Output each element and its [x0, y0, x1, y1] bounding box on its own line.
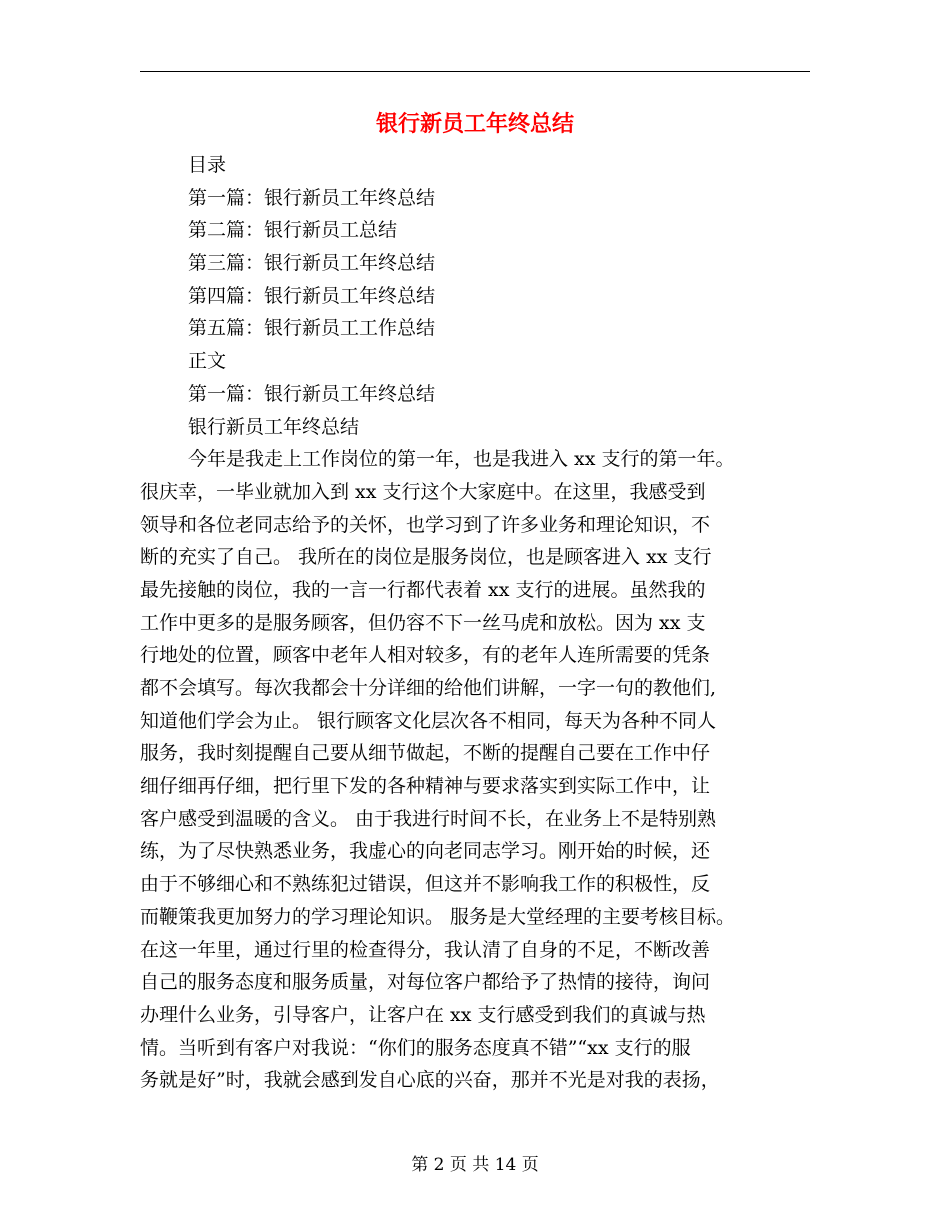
paragraph-line: 都不会填写。每次我都会十分详细的给他们讲解，一字一句的教他们,: [140, 677, 717, 699]
paragraph-line: 今年是我走上工作岗位的第一年，也是我进入 xx 支行的第一年。: [188, 448, 735, 471]
paragraph-line: 细仔细再仔细，把行里下发的各种精神与要求落实到实际工作中，让: [140, 775, 711, 798]
paragraph-line: 自己的服务态度和服务质量，对每位客户都给予了热情的接待，询问: [140, 971, 711, 994]
paragraph-line: 行地处的位置，顾客中老年人相对较多，有的老年人连所需要的凭条: [140, 644, 711, 667]
paragraph-line: 最先接触的岗位，我的一言一行都代表着 xx 支行的进展。虽然我的: [140, 578, 706, 601]
paragraph-line: 办理什么业务，引导客户，让客户在 xx 支行感受到我们的真诚与热: [140, 1003, 706, 1026]
document-body: [140, 149, 810, 1097]
body-heading: 正文: [188, 350, 227, 373]
section-heading: 第一篇：银行新员工年终总结: [188, 382, 436, 405]
paragraph-line: 知道他们学会为止。 银行顾客文化层次各不相同，每天为各种不同人: [140, 709, 717, 732]
paragraph-line: 在这一年里，通过行里的检查得分，我认清了自身的不足，不断改善: [140, 938, 711, 961]
paragraph-line: 领导和各位老同志给予的关怀，也学习到了许多业务和理论知识，不: [140, 513, 711, 536]
paragraph-line: 练，为了尽快熟悉业务，我虚心的向老同志学习。刚开始的时候，还: [140, 840, 711, 863]
toc-item: 第三篇：银行新员工年终总结: [188, 252, 436, 275]
document-title: 银行新员工年终总结: [375, 112, 574, 137]
paragraph-line: 务就是好”时，我就会感到发自心底的兴奋，那并不光是对我的表扬，: [140, 1069, 720, 1092]
paragraph-line: 很庆幸，一毕业就加入到 xx 支行这个大家庭中。在这里，我感受到: [140, 480, 706, 503]
paragraph-line: 服务，我时刻提醒自己要从细节做起，不断的提醒自己要在工作中仔: [140, 742, 711, 765]
toc-item: 第一篇：银行新员工年终总结: [188, 186, 436, 209]
section-subtitle: 银行新员工年终总结: [188, 415, 360, 438]
paragraph-line: 工作中更多的是服务顾客，但仍容不下一丝马虎和放松。因为 xx 支: [140, 611, 706, 634]
paragraph-line: 情。当听到有客户对我说：“你们的服务态度真不错”“xx 支行的服: [140, 1036, 691, 1059]
toc-item: 第五篇：银行新员工工作总结: [188, 317, 436, 340]
toc-item: 第二篇：银行新员工总结: [188, 219, 398, 242]
paragraph-line: 而鞭策我更加努力的学习理论知识。 服务是大堂经理的主要考核目标。: [140, 905, 736, 928]
paragraph-line: 断的充实了自己。 我所在的岗位是服务岗位，也是顾客进入 xx 支行: [140, 546, 712, 569]
toc-heading: 目录: [188, 154, 227, 176]
page-number-footer: 第 2 页 共 14 页: [411, 1155, 539, 1175]
header-rule: [140, 71, 810, 72]
paragraph-line: 客户感受到温暖的含义。 由于我进行时间不长，在业务上不是特别熟: [140, 807, 717, 830]
paragraph-line: 由于不够细心和不熟练犯过错误，但这并不影响我工作的积极性，反: [140, 873, 711, 896]
toc-item: 第四篇：银行新员工年终总结: [188, 284, 436, 307]
